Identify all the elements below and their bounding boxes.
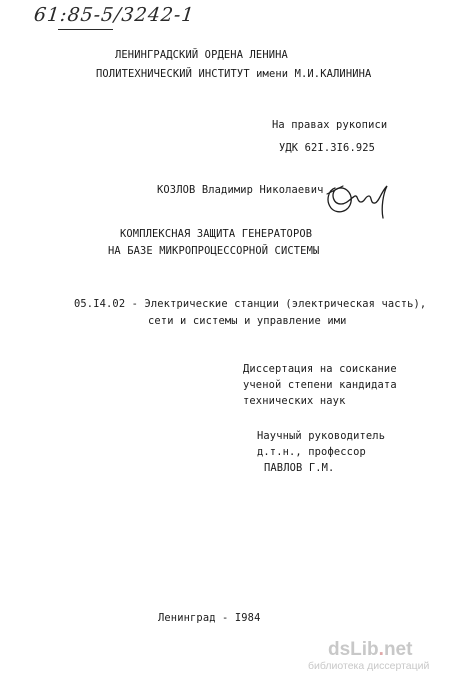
supervisor-line-3: ПАВЛОВ Г.М. bbox=[264, 462, 335, 474]
title-line-1: КОМПЛЕКСНАЯ ЗАЩИТА ГЕНЕРАТОРОВ bbox=[120, 228, 313, 240]
specialty-line-2: сети и системы и управление ими bbox=[148, 315, 347, 327]
specialty-line-1: 05.I4.02 - Электрические станции (электрическая часть), bbox=[74, 298, 427, 310]
dslib-tagline: библиотека диссертаций bbox=[308, 660, 430, 672]
title-line-2: НА БАЗЕ МИКРОПРОЦЕССОРНОЙ СИСТЕМЫ bbox=[108, 245, 320, 257]
handwritten-archive-number: 61:85-5/3242-1 bbox=[32, 4, 196, 26]
signature-icon bbox=[321, 178, 393, 220]
dslib-watermark[interactable] bbox=[308, 640, 438, 673]
dslib-logo: dsLib.net bbox=[328, 639, 413, 660]
footer-city-year: Ленинград - I984 bbox=[158, 612, 261, 624]
dissertation-line-3: технических наук bbox=[243, 395, 346, 407]
dissertation-line-2: ученой степени кандидата bbox=[243, 379, 397, 391]
institution-line-2: ПОЛИТЕХНИЧЕСКИЙ ИНСТИТУТ имени М.И.КАЛИНИНА bbox=[96, 68, 372, 80]
supervisor-line-2: д.т.н., профессор bbox=[257, 446, 366, 458]
supervisor-line-1: Научный руководитель bbox=[257, 430, 386, 442]
dissertation-line-1: Диссертация на соискание bbox=[243, 363, 397, 375]
handwritten-underline bbox=[58, 29, 113, 30]
institution-line-1: ЛЕНИНГРАДСКИЙ ОРДЕНА ЛЕНИНА bbox=[115, 49, 288, 61]
author-name: КОЗЛОВ Владимир Николаевич bbox=[157, 184, 324, 196]
udc-code: УДК 62I.3I6.925 bbox=[279, 142, 376, 154]
rights-note: На правах рукописи bbox=[272, 119, 388, 131]
